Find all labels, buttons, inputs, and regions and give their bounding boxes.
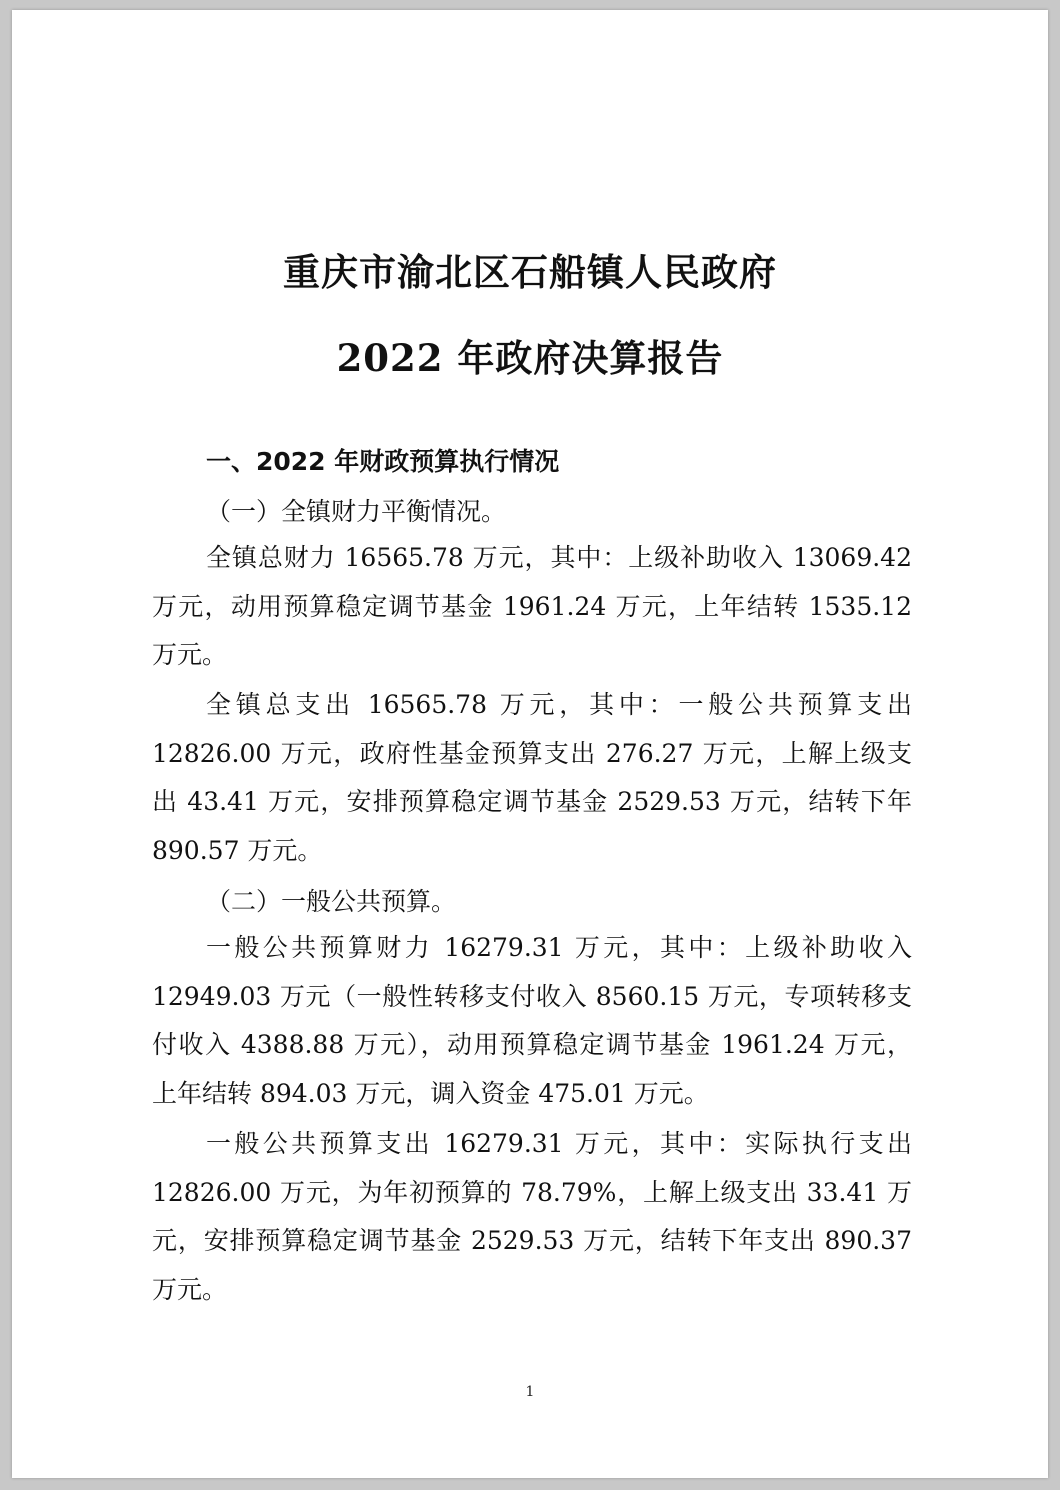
paragraph-total-expenditure: [152, 681, 912, 875]
page-number: 1: [525, 1384, 535, 1400]
paragraph-general-budget-expenditure: [152, 1120, 912, 1314]
paragraph-general-budget-revenue: [152, 924, 912, 1118]
paragraph-line: 12949.03 万元（一般性转移支付收入 8560.15 万元，专项转移支: [152, 981, 912, 1011]
paragraph-line: 一般公共预算支出 16279.31 万元，其中：实际执行支出: [206, 1129, 912, 1158]
paragraph-line: 出 43.41 万元，安排预算稳定调节基金 2529.53 万元，结转下年: [152, 787, 912, 816]
subsection-heading-1: （一）全镇财力平衡情况。: [206, 497, 507, 526]
paragraph-line: 付收入 4388.88 万元），动用预算稳定调节基金 1961.24 万元，: [152, 1030, 912, 1059]
paragraph-line: 全镇总财力 16565.78 万元，其中：上级补助收入 13069.42: [206, 543, 912, 572]
paragraph-line: 12826.00 万元，政府性基金预算支出 276.27 万元，上解上级支: [152, 738, 912, 768]
subsection-heading-2: （二）一般公共预算。: [206, 887, 457, 916]
paragraph-line: 一般公共预算财力 16279.31 万元，其中：上级补助收入: [206, 933, 912, 962]
paragraph-total-revenue: [152, 534, 912, 680]
paragraph-line: 万元。: [152, 1274, 228, 1304]
paragraph-line: 元，安排预算稳定调节基金 2529.53 万元，结转下年支出 890.37: [152, 1226, 912, 1255]
paragraph-line: 上年结转 894.03 万元，调入资金 475.01 万元。: [152, 1078, 709, 1108]
paragraph-line: 万元。: [152, 640, 228, 669]
paragraph-line: 12826.00 万元，为年初预算的 78.79%，上解上级支出 33.41 万: [152, 1177, 912, 1207]
paragraph-line: 万元，动用预算稳定调节基金 1961.24 万元，上年结转 1535.12: [152, 591, 912, 621]
document-title-line2: 2022 年政府决算报告: [336, 336, 724, 380]
paragraph-line: 全镇总支出 16565.78 万元，其中：一般公共预算支出: [206, 690, 912, 719]
paragraph-line: 890.57 万元。: [152, 835, 323, 865]
section-heading: 一、2022 年财政预算执行情况: [206, 447, 560, 476]
document-title-line1: 重庆市渝北区石船镇人民政府: [283, 250, 777, 294]
document-page: [12, 10, 1048, 1478]
